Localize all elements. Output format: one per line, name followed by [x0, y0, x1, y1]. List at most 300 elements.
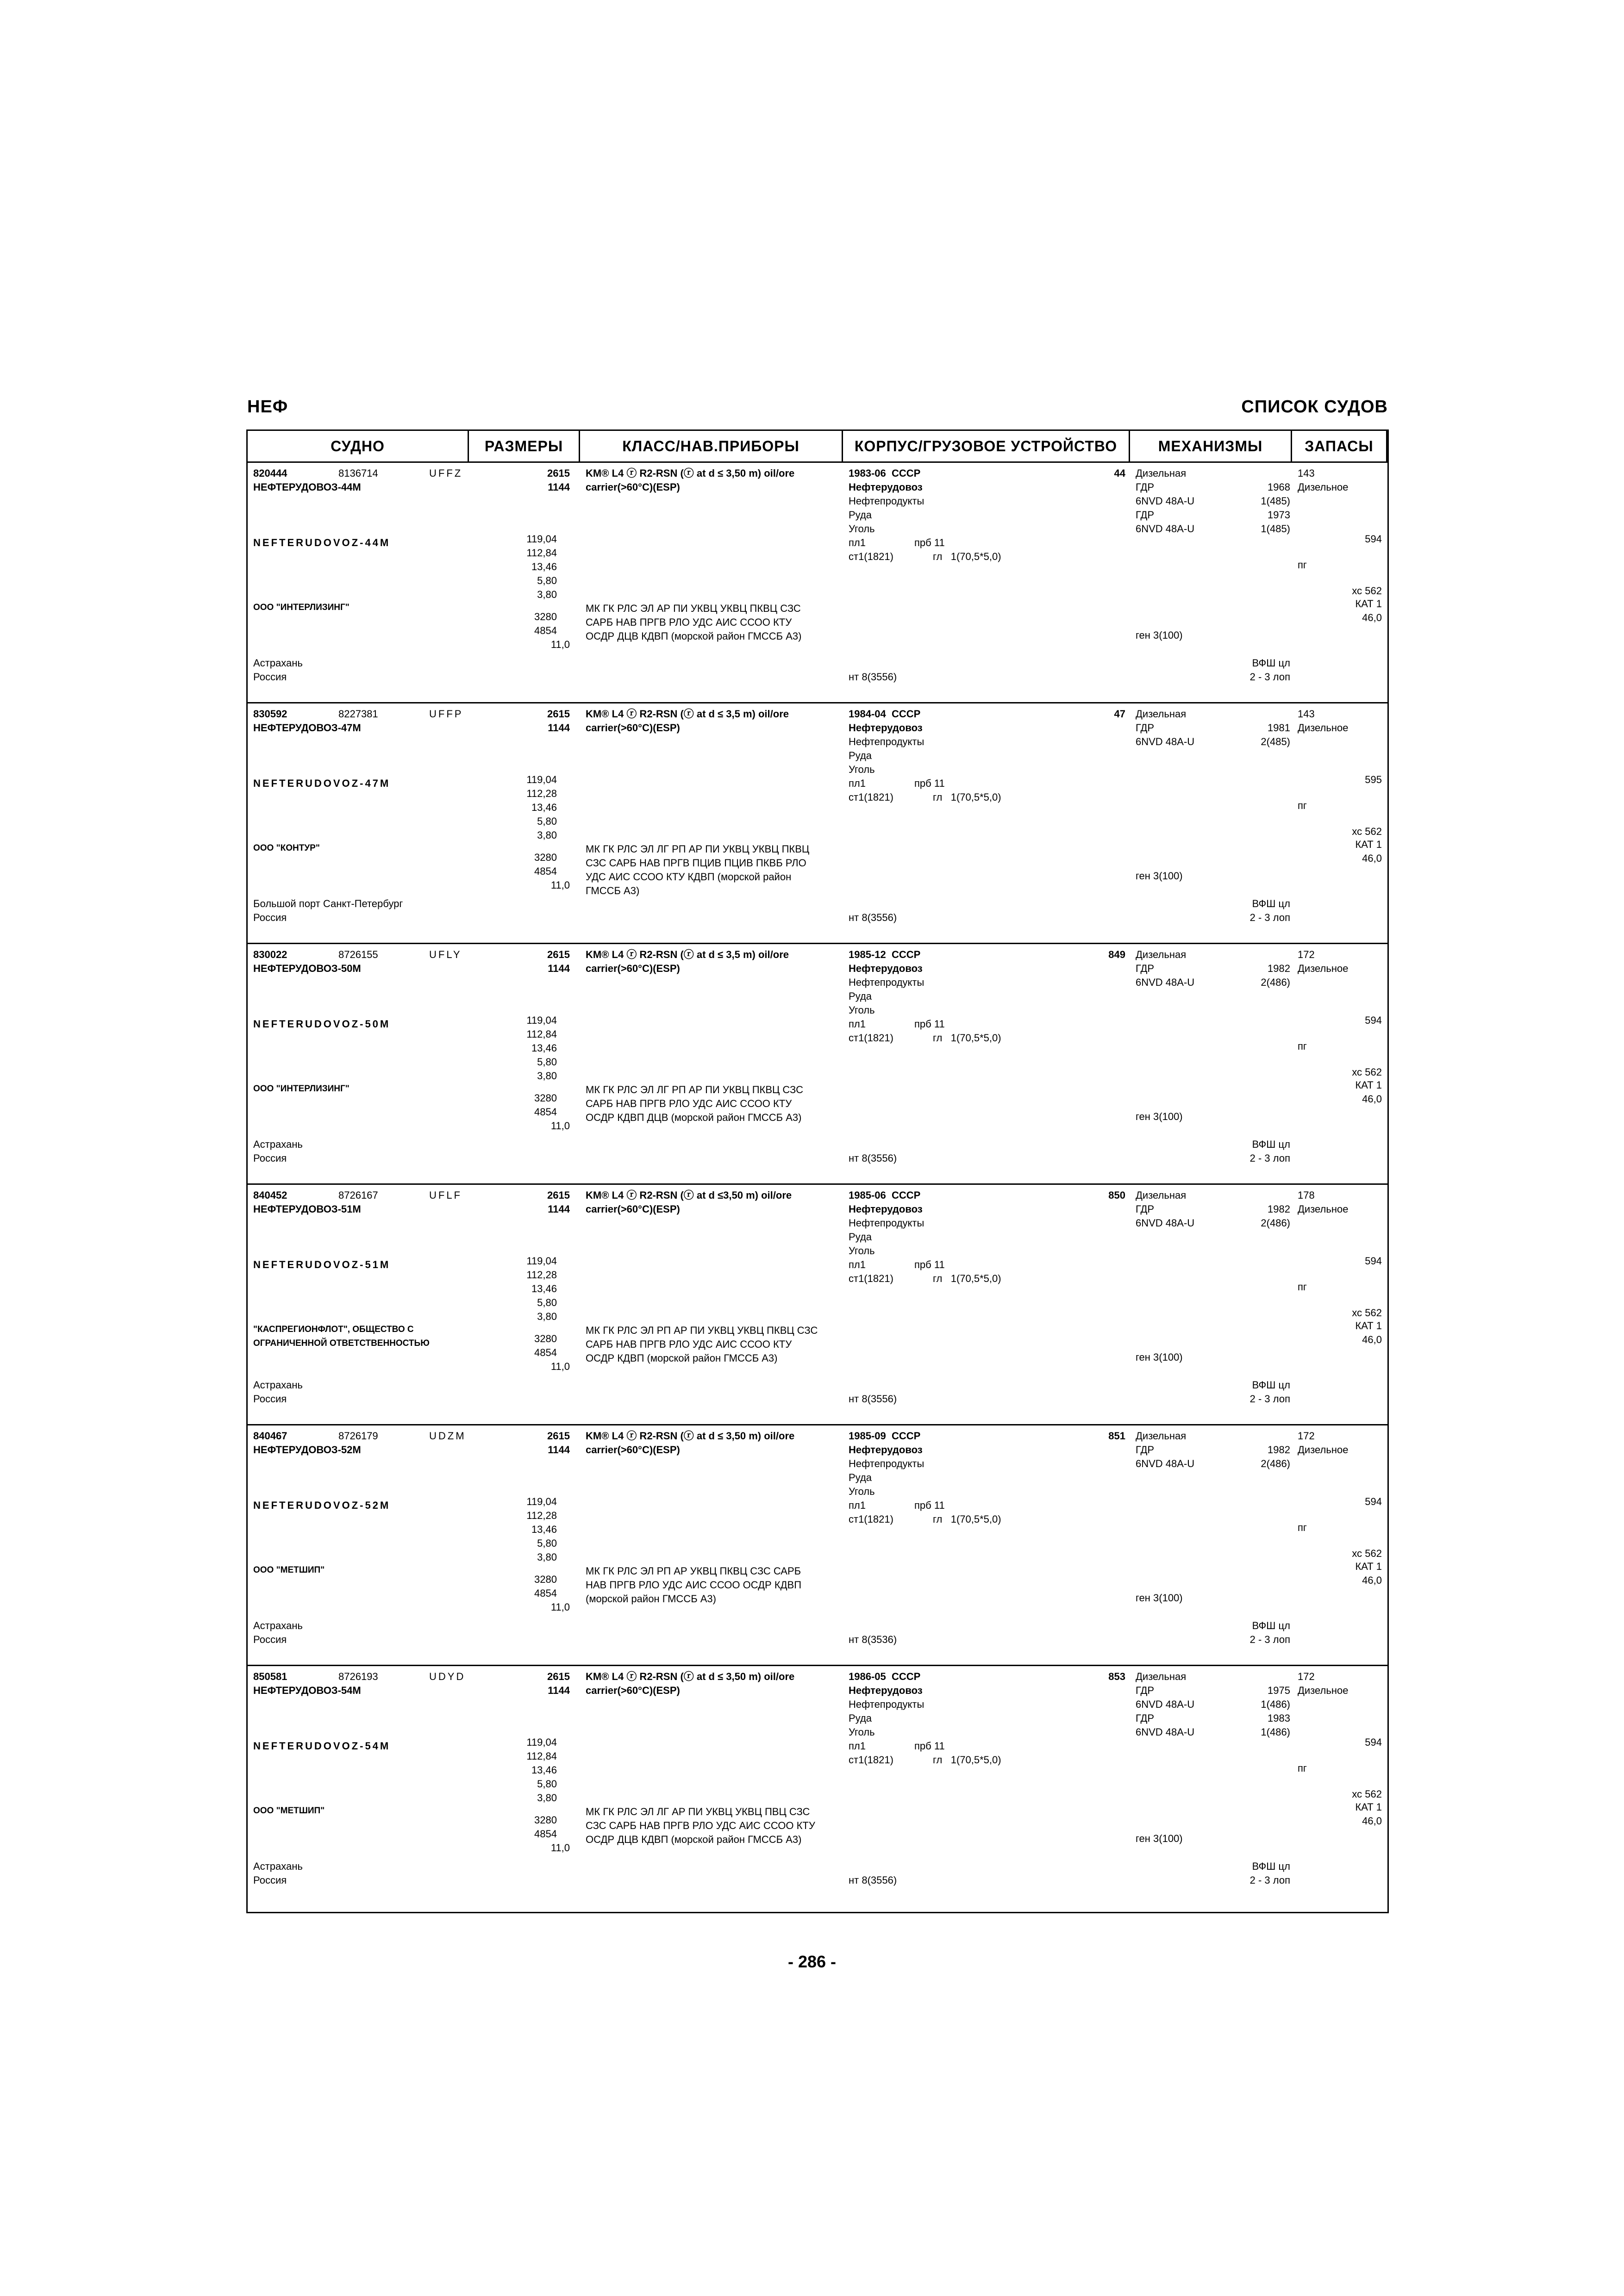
holds: гл 1(70,5*5,0) — [933, 1032, 1001, 1044]
dimension-value: 119,04 — [526, 1014, 557, 1026]
deadweight-value: 11,0 — [550, 639, 570, 650]
class-notation: KM® L4 ⓡ R2-RSN (ⓡ at d ≤ 3,50 m) oil/ore — [586, 467, 795, 479]
column-header-hull: КОРПУС/ГРУЗОВОЕ УСТРОЙСТВО — [843, 431, 1130, 461]
cargo-type: Нефтерудовоз — [849, 1203, 923, 1215]
dimension-value: 5,80 — [537, 1778, 557, 1790]
stores-category: КАТ 1 — [1355, 598, 1382, 610]
decks: пл1 — [849, 778, 866, 789]
stores-note: пг — [1298, 1281, 1307, 1293]
registry-number: 820444 — [253, 467, 287, 479]
nav-equipment-line: САРБ НАВ ПРГВ РЛО УДС АИС ССОО КТУ — [586, 616, 792, 628]
class-notation: KM® L4 ⓡ R2-RSN (ⓡ at d ≤ 3,5 m) oil/ore — [586, 708, 789, 720]
deadweight-value: 4854 — [534, 625, 557, 636]
cargo-type: Нефтепродукты — [849, 1458, 924, 1469]
cargo-type: Уголь — [849, 1726, 875, 1738]
fuel-type: Дизельное — [1298, 1203, 1349, 1215]
home-port: Астрахань — [253, 1379, 303, 1391]
gross-tonnage: 2615 — [547, 1189, 570, 1201]
cargo-type: Руда — [849, 990, 872, 1002]
class-notation-cont: carrier(>60°C)(ESP) — [586, 1685, 680, 1696]
class-notation: KM® L4 ⓡ R2-RSN (ⓡ at d ≤ 3,5 m) oil/ore — [586, 949, 789, 960]
engine-line: 6NVD 48A-U — [1136, 736, 1195, 747]
fuel-type: Дизельное — [1298, 722, 1349, 734]
stores-category: КАТ 1 — [1355, 839, 1382, 850]
fuel-type: Дизельное — [1298, 481, 1349, 493]
vessel-name-latin: NEFTERUDOVOZ-47M — [253, 778, 391, 789]
water-capacity: 594 — [1365, 1496, 1382, 1507]
class-notation: KM® L4 ⓡ R2-RSN (ⓡ at d ≤3,50 m) oil/ore — [586, 1189, 792, 1201]
propeller-blades: 2 - 3 лоп — [1249, 1393, 1290, 1405]
cargo-type: Руда — [849, 509, 872, 521]
deadweight-value: 11,0 — [550, 879, 570, 891]
build-date-country: 1986-05 СССР — [849, 1671, 921, 1682]
engine-value: 1982 — [1268, 1203, 1290, 1215]
stores-category: КАТ 1 — [1355, 1801, 1382, 1813]
page-number: - 286 - — [787, 1952, 837, 1971]
vessel-name-latin: NEFTERUDOVOZ-52M — [253, 1500, 391, 1511]
dimension-value: 5,80 — [537, 575, 557, 586]
fuel-capacity: 178 — [1298, 1189, 1315, 1201]
class-notation-cont: carrier(>60°C)(ESP) — [586, 963, 680, 974]
owner-name: ООО "ИНТЕРЛИЗИНГ" — [253, 1084, 350, 1094]
call-sign: UFFZ — [429, 467, 463, 479]
deadweight-value: 4854 — [534, 865, 557, 877]
home-port: Астрахань — [253, 1860, 303, 1872]
generators: ген 3(100) — [1136, 1592, 1183, 1604]
generators: ген 3(100) — [1136, 1833, 1183, 1844]
engine-value: 1(485) — [1261, 495, 1290, 507]
propeller-blades: 2 - 3 лоп — [1249, 1634, 1290, 1645]
build-date-country: 1985-09 СССР — [849, 1430, 921, 1442]
nav-equipment-line: МК ГК РЛС ЭЛ РП АР ПИ УКВЦ УКВЦ ПКВЦ СЗС — [586, 1325, 818, 1336]
cargo-type: Нефтерудовоз — [849, 722, 923, 734]
engine-value: 1975 — [1268, 1685, 1290, 1696]
hull-number: 849 — [1108, 949, 1125, 960]
deadweight-value: 4854 — [534, 1106, 557, 1118]
holds: гл 1(70,5*5,0) — [933, 1513, 1001, 1525]
fuel-type: Дизельное — [1298, 963, 1349, 974]
nav-equipment-line: УДС АИС ССОО КТУ КДВП (морской район — [586, 871, 792, 883]
cargo-type: Нефтепродукты — [849, 1699, 924, 1710]
call-sign: UDYD — [429, 1671, 466, 1682]
engine-value: 1(486) — [1261, 1699, 1290, 1710]
cargo-type: Руда — [849, 1712, 872, 1724]
holds: гл 1(70,5*5,0) — [933, 1754, 1001, 1766]
deadweight-value: 4854 — [534, 1587, 557, 1599]
water-capacity: 595 — [1365, 774, 1382, 785]
propeller-blades: 2 - 3 лоп — [1249, 1152, 1290, 1164]
bulkheads: прб 11 — [914, 778, 945, 789]
dimension-value: 112,84 — [526, 1028, 557, 1040]
class-notation-cont: carrier(>60°C)(ESP) — [586, 1444, 680, 1456]
propeller: ВФШ цл — [1252, 1139, 1290, 1150]
net-tonnage: 1144 — [548, 1685, 570, 1696]
vessel-name-latin: NEFTERUDOVOZ-50M — [253, 1018, 391, 1030]
registry-number: 840467 — [253, 1430, 287, 1442]
home-port: Астрахань — [253, 1139, 303, 1150]
flag-state: Россия — [253, 671, 287, 683]
nav-equipment-line: СЗС САРБ НАВ ПРГВ РЛО УДС АИС ССОО КТУ — [586, 1820, 815, 1831]
gross-tonnage: 2615 — [547, 467, 570, 479]
dimension-value: 112,84 — [526, 547, 557, 559]
tanks: нт 8(3556) — [849, 1152, 897, 1164]
flag-state: Россия — [253, 1634, 287, 1645]
holds: гл 1(70,5*5,0) — [933, 791, 1001, 803]
owner-name: ООО "КОНТУР" — [253, 843, 320, 853]
fuel-capacity: 172 — [1298, 949, 1315, 960]
stores-value: хс 562 — [1352, 585, 1382, 597]
fuel-type: Дизельное — [1298, 1685, 1349, 1696]
vessel-record — [248, 1666, 1387, 1907]
engine-line: Дизельная — [1136, 1189, 1187, 1201]
deadweight-value: 3280 — [534, 1814, 557, 1826]
dimension-value: 119,04 — [526, 533, 557, 545]
engine-line: Дизельная — [1136, 1671, 1187, 1682]
cargo-type: Уголь — [849, 1486, 875, 1497]
propeller-blades: 2 - 3 лоп — [1249, 671, 1290, 683]
propeller: ВФШ цл — [1252, 1379, 1290, 1391]
owner-name: ООО "МЕТШИП" — [253, 1565, 325, 1575]
fuel-capacity: 143 — [1298, 467, 1315, 479]
stores-value: хс 562 — [1352, 1788, 1382, 1800]
nav-equipment-line: НАВ ПРГВ РЛО УДС АИС ССОО ОСДР КДВП — [586, 1579, 802, 1591]
tanks: нт 8(3556) — [849, 671, 897, 683]
engine-value: 1(485) — [1261, 523, 1290, 535]
imo-number: 8726179 — [338, 1430, 378, 1442]
masts: ст1(1821) — [849, 1273, 893, 1284]
stores-category: КАТ 1 — [1355, 1320, 1382, 1332]
registry-number: 850581 — [253, 1671, 287, 1682]
vessel-name-latin: NEFTERUDOVOZ-44M — [253, 537, 391, 548]
engine-value: 1(486) — [1261, 1726, 1290, 1738]
class-notation-cont: carrier(>60°C)(ESP) — [586, 481, 680, 493]
stores-category: КАТ 1 — [1355, 1561, 1382, 1572]
masts: ст1(1821) — [849, 1754, 893, 1766]
imo-number: 8227381 — [338, 708, 378, 720]
dimension-value: 13,46 — [531, 1042, 557, 1054]
call-sign: UFLF — [429, 1189, 462, 1201]
stores-amount: 46,0 — [1362, 612, 1382, 623]
nav-equipment-line: ОСДР ДЦВ КДВП (морской район ГМССБ А3) — [586, 630, 802, 642]
hull-number: 851 — [1108, 1430, 1125, 1442]
vessel-name-latin: NEFTERUDOVOZ-51M — [253, 1259, 391, 1270]
column-header-vessel: СУДНО — [248, 431, 469, 461]
deadweight-value: 4854 — [534, 1828, 557, 1840]
dimension-value: 13,46 — [531, 1283, 557, 1294]
build-date-country: 1985-06 СССР — [849, 1189, 921, 1201]
nav-equipment-line: СЗС САРБ НАВ ПРГВ ПЦИВ ПЦИВ ПКВБ РЛО — [586, 857, 806, 869]
engine-value: 2(486) — [1261, 1217, 1290, 1229]
propeller: ВФШ цл — [1252, 1860, 1290, 1872]
dimension-value: 3,80 — [537, 1792, 557, 1804]
engine-line: ГДР — [1136, 722, 1155, 734]
dimension-value: 5,80 — [537, 1056, 557, 1068]
deadweight-value: 11,0 — [550, 1361, 570, 1372]
engine-value: 1973 — [1268, 509, 1290, 521]
home-port: Астрахань — [253, 657, 303, 669]
propeller: ВФШ цл — [1252, 1620, 1290, 1631]
net-tonnage: 1144 — [548, 1444, 570, 1456]
flag-state: Россия — [253, 1152, 287, 1164]
cargo-type: Нефтепродукты — [849, 977, 924, 988]
hull-number: 853 — [1108, 1671, 1125, 1682]
call-sign: UFLY — [429, 949, 462, 960]
deadweight-value: 3280 — [534, 1333, 557, 1344]
net-tonnage: 1144 — [548, 963, 570, 974]
stores-value: хс 562 — [1352, 1548, 1382, 1559]
nav-equipment-line: САРБ НАВ ПРГВ РЛО УДС АИС ССОО КТУ — [586, 1098, 792, 1109]
cargo-type: Нефтерудовоз — [849, 1685, 923, 1696]
dimension-value: 5,80 — [537, 815, 557, 827]
dimension-value: 119,04 — [526, 774, 557, 785]
column-header-class: КЛАСС/НАВ.ПРИБОРЫ — [580, 431, 843, 461]
stores-category: КАТ 1 — [1355, 1079, 1382, 1091]
engine-line: Дизельная — [1136, 467, 1187, 479]
dimension-value: 112,28 — [526, 1269, 557, 1281]
water-capacity: 594 — [1365, 1014, 1382, 1026]
imo-number: 8136714 — [338, 467, 378, 479]
engine-line: 6NVD 48A-U — [1136, 1217, 1195, 1229]
dimension-value: 13,46 — [531, 1524, 557, 1535]
page-header-left: НЕФ — [247, 397, 288, 417]
stores-amount: 46,0 — [1362, 1093, 1382, 1105]
hull-number: 47 — [1114, 708, 1125, 720]
page-header-right: СПИСОК СУДОВ — [1241, 397, 1388, 417]
engine-line: ГДР — [1136, 1203, 1155, 1215]
engine-value: 1982 — [1268, 1444, 1290, 1456]
nav-equipment-line: ОСДР КДВП ДЦВ (морской район ГМССБ А3) — [586, 1112, 802, 1123]
cargo-type: Уголь — [849, 1004, 875, 1016]
build-date-country: 1985-12 СССР — [849, 949, 921, 960]
home-port: Астрахань — [253, 1620, 303, 1631]
class-notation: KM® L4 ⓡ R2-RSN (ⓡ at d ≤ 3,50 m) oil/ore — [586, 1430, 795, 1442]
imo-number: 8726155 — [338, 949, 378, 960]
tanks: нт 8(3536) — [849, 1634, 897, 1645]
engine-line: Дизельная — [1136, 949, 1187, 960]
cargo-type: Нефтепродукты — [849, 736, 924, 747]
stores-amount: 46,0 — [1362, 852, 1382, 864]
vessel-record — [248, 1185, 1387, 1425]
stores-value: хс 562 — [1352, 1307, 1382, 1319]
tanks: нт 8(3556) — [849, 1393, 897, 1405]
dimension-value: 3,80 — [537, 589, 557, 600]
vessel-name: НЕФТЕРУДОВОЗ-52М — [253, 1444, 361, 1456]
nav-equipment-line: МК ГК РЛС ЭЛ ЛГ АР ПИ УКВЦ УКВЦ ПВЦ СЗС — [586, 1806, 810, 1817]
bulkheads: прб 11 — [914, 1740, 945, 1752]
owner-name: "КАСПРЕГИОНФЛОТ", ОБЩЕСТВО С ОГРАНИЧЕННОЙ ОТВЕТСТВЕННОСТЬЮ — [253, 1325, 430, 1348]
stores-note: пг — [1298, 1522, 1307, 1533]
propeller: ВФШ цл — [1252, 657, 1290, 669]
cargo-type: Руда — [849, 1231, 872, 1243]
gross-tonnage: 2615 — [547, 949, 570, 960]
net-tonnage: 1144 — [548, 481, 570, 493]
dimension-value: 119,04 — [526, 1736, 557, 1748]
owner-name: ООО "МЕТШИП" — [253, 1806, 325, 1816]
holds: гл 1(70,5*5,0) — [933, 1273, 1001, 1284]
dimension-value: 3,80 — [537, 1551, 557, 1563]
net-tonnage: 1144 — [548, 722, 570, 734]
deadweight-value: 11,0 — [550, 1601, 570, 1613]
nav-equipment-line: МК ГК РЛС ЭЛ ЛГ РП АР ПИ УКВЦ ПКВЦ СЗС — [586, 1084, 803, 1095]
engine-value: 1983 — [1268, 1712, 1290, 1724]
engine-line: ГДР — [1136, 1444, 1155, 1456]
dimension-value: 13,46 — [531, 1764, 557, 1776]
dimension-value: 3,80 — [537, 829, 557, 841]
propeller-blades: 2 - 3 лоп — [1249, 1874, 1290, 1886]
engine-line: ГДР — [1136, 1712, 1155, 1724]
ship-register-table — [246, 429, 1389, 1913]
imo-number: 8726193 — [338, 1671, 378, 1682]
dimension-value: 3,80 — [537, 1070, 557, 1082]
propeller-blades: 2 - 3 лоп — [1249, 912, 1290, 923]
build-date-country: 1984-04 СССР — [849, 708, 921, 720]
vessel-name: НЕФТЕРУДОВОЗ-50М — [253, 963, 361, 974]
stores-amount: 46,0 — [1362, 1574, 1382, 1586]
dimension-value: 5,80 — [537, 1297, 557, 1308]
stores-value: хс 562 — [1352, 1066, 1382, 1078]
nav-equipment-line: ГМССБ А3) — [586, 885, 640, 896]
water-capacity: 594 — [1365, 533, 1382, 545]
generators: ген 3(100) — [1136, 629, 1183, 641]
engine-line: 6NVD 48A-U — [1136, 1699, 1195, 1710]
cargo-type: Руда — [849, 1472, 872, 1483]
dimension-value: 112,84 — [526, 1750, 557, 1762]
deadweight-value: 3280 — [534, 1092, 557, 1104]
nav-equipment-line: САРБ НАВ ПРГВ РЛО УДС АИС ССОО КТУ — [586, 1338, 792, 1350]
stores-note: пг — [1298, 800, 1307, 811]
bulkheads: прб 11 — [914, 537, 945, 548]
call-sign: UFFP — [429, 708, 463, 720]
generators: ген 3(100) — [1136, 870, 1183, 882]
deadweight-value: 3280 — [534, 852, 557, 863]
home-port: Большой порт Санкт-Петербург — [253, 898, 403, 909]
net-tonnage: 1144 — [548, 1203, 570, 1215]
dimension-value: 119,04 — [526, 1496, 557, 1507]
masts: ст1(1821) — [849, 551, 893, 562]
deadweight-value: 11,0 — [550, 1120, 570, 1132]
engine-line: 6NVD 48A-U — [1136, 523, 1195, 535]
column-header-machinery: МЕХАНИЗМЫ — [1130, 431, 1292, 461]
fuel-capacity: 143 — [1298, 708, 1315, 720]
owner-name: ООО "ИНТЕРЛИЗИНГ" — [253, 603, 350, 612]
nav-equipment-line: МК ГК РЛС ЭЛ РП АР УКВЦ ПКВЦ СЗС САРБ — [586, 1565, 801, 1577]
gross-tonnage: 2615 — [547, 708, 570, 720]
build-date-country: 1983-06 СССР — [849, 467, 921, 479]
nav-equipment-line: (морской район ГМССБ А3) — [586, 1593, 716, 1605]
engine-line: 6NVD 48A-U — [1136, 1726, 1195, 1738]
hull-number: 850 — [1108, 1189, 1125, 1201]
vessel-name: НЕФТЕРУДОВОЗ-51М — [253, 1203, 361, 1215]
vessel-name: НЕФТЕРУДОВОЗ-47М — [253, 722, 361, 734]
fuel-capacity: 172 — [1298, 1671, 1315, 1682]
engine-line: ГДР — [1136, 963, 1155, 974]
fuel-capacity: 172 — [1298, 1430, 1315, 1442]
decks: пл1 — [849, 1259, 866, 1270]
engine-line: 6NVD 48A-U — [1136, 1458, 1195, 1469]
nav-equipment-line: ОСДР КДВП (морской район ГМССБ А3) — [586, 1352, 778, 1364]
bulkheads: прб 11 — [914, 1500, 945, 1511]
cargo-type: Нефтепродукты — [849, 495, 924, 507]
deadweight-value: 4854 — [534, 1347, 557, 1358]
tanks: нт 8(3556) — [849, 912, 897, 923]
deadweight-value: 11,0 — [550, 1842, 570, 1854]
stores-note: пг — [1298, 1040, 1307, 1052]
gross-tonnage: 2615 — [547, 1671, 570, 1682]
gross-tonnage: 2615 — [547, 1430, 570, 1442]
column-header-stores: ЗАПАСЫ — [1292, 431, 1387, 461]
cargo-type: Нефтерудовоз — [849, 481, 923, 493]
engine-value: 1982 — [1268, 963, 1290, 974]
decks: пл1 — [849, 1500, 866, 1511]
stores-value: хс 562 — [1352, 826, 1382, 837]
generators: ген 3(100) — [1136, 1351, 1183, 1363]
cargo-type: Руда — [849, 750, 872, 761]
dimension-value: 5,80 — [537, 1537, 557, 1549]
dimension-value: 13,46 — [531, 561, 557, 572]
class-notation: KM® L4 ⓡ R2-RSN (ⓡ at d ≤ 3,50 m) oil/ore — [586, 1671, 795, 1682]
flag-state: Россия — [253, 1874, 287, 1886]
cargo-type: Уголь — [849, 1245, 875, 1257]
decks: пл1 — [849, 537, 866, 548]
dimension-value: 112,28 — [526, 1510, 557, 1521]
bulkheads: прб 11 — [914, 1018, 945, 1030]
propeller: ВФШ цл — [1252, 898, 1290, 909]
engine-line: ГДР — [1136, 481, 1155, 493]
stores-amount: 46,0 — [1362, 1815, 1382, 1827]
dimension-value: 119,04 — [526, 1255, 557, 1267]
nav-equipment-line: МК ГК РЛС ЭЛ ЛГ РП АР ПИ УКВЦ УКВЦ ПКВЦ — [586, 843, 810, 855]
cargo-type: Нефтерудовоз — [849, 1444, 923, 1456]
decks: пл1 — [849, 1740, 866, 1752]
water-capacity: 594 — [1365, 1736, 1382, 1748]
stores-note: пг — [1298, 1762, 1307, 1774]
hull-number: 44 — [1114, 467, 1125, 479]
tanks: нт 8(3556) — [849, 1874, 897, 1886]
nav-equipment-line: ОСДР ДЦВ КДВП (морской район ГМССБ А3) — [586, 1834, 802, 1845]
deadweight-value: 3280 — [534, 1574, 557, 1585]
vessel-name: НЕФТЕРУДОВОЗ-54М — [253, 1685, 361, 1696]
dimension-value: 3,80 — [537, 1311, 557, 1322]
generators: ген 3(100) — [1136, 1111, 1183, 1122]
flag-state: Россия — [253, 912, 287, 923]
vessel-record — [248, 703, 1387, 944]
holds: гл 1(70,5*5,0) — [933, 551, 1001, 562]
bulkheads: прб 11 — [914, 1259, 945, 1270]
masts: ст1(1821) — [849, 1032, 893, 1044]
registry-number: 840452 — [253, 1189, 287, 1201]
engine-line: 6NVD 48A-U — [1136, 495, 1195, 507]
fuel-type: Дизельное — [1298, 1444, 1349, 1456]
vessel-record — [248, 944, 1387, 1185]
column-header-dimensions: РАЗМЕРЫ — [469, 431, 580, 461]
cargo-type: Нефтепродукты — [849, 1217, 924, 1229]
flag-state: Россия — [253, 1393, 287, 1405]
engine-line: ГДР — [1136, 1685, 1155, 1696]
dimension-value: 13,46 — [531, 802, 557, 813]
registry-number: 830022 — [253, 949, 287, 960]
engine-value: 2(485) — [1261, 736, 1290, 747]
masts: ст1(1821) — [849, 1513, 893, 1525]
cargo-type: Нефтерудовоз — [849, 963, 923, 974]
cargo-type: Уголь — [849, 764, 875, 775]
engine-line: ГДР — [1136, 509, 1155, 521]
engine-value: 1968 — [1268, 481, 1290, 493]
engine-line: Дизельная — [1136, 1430, 1187, 1442]
imo-number: 8726167 — [338, 1189, 378, 1201]
engine-value: 2(486) — [1261, 977, 1290, 988]
decks: пл1 — [849, 1018, 866, 1030]
stores-note: пг — [1298, 559, 1307, 571]
